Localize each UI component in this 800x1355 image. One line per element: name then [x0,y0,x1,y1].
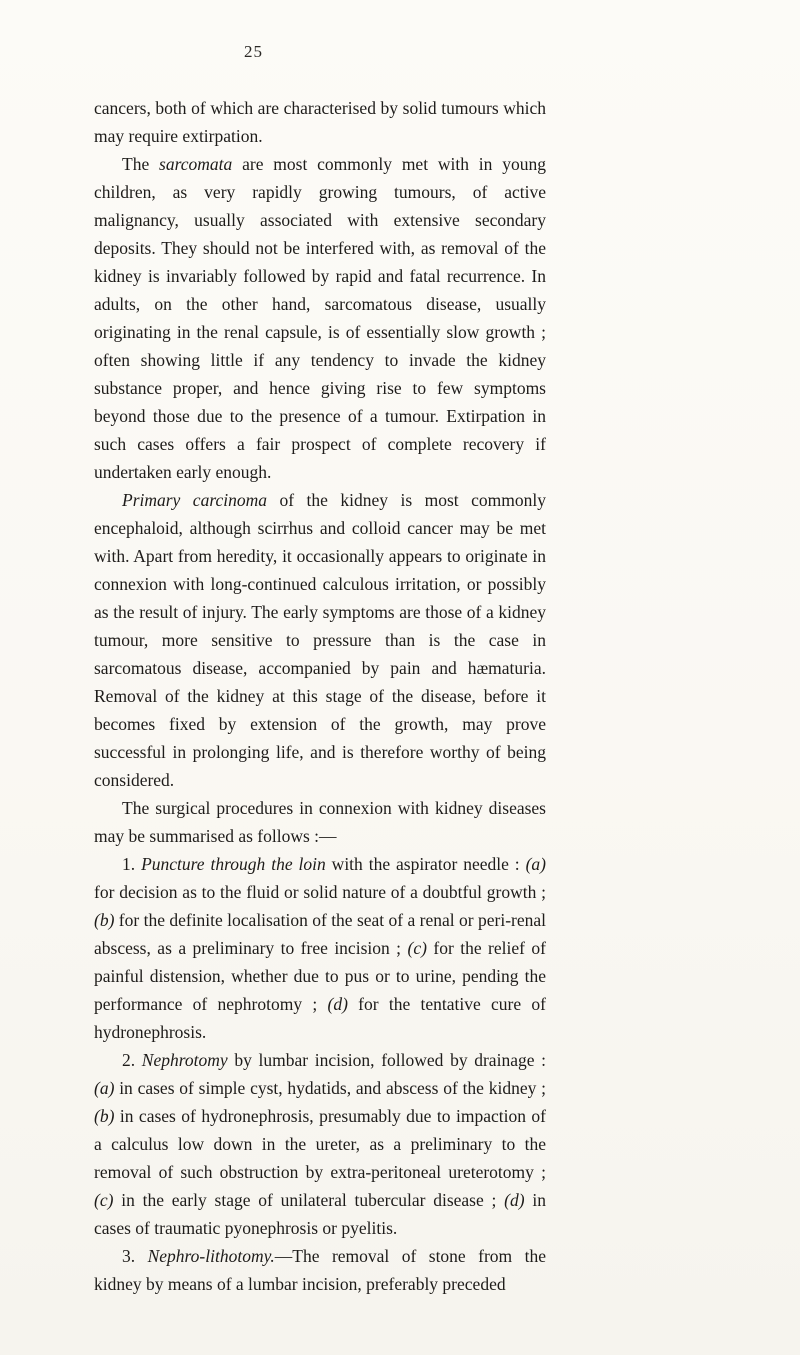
italic-text-run: Nephrotomy [141,1050,228,1070]
text-run: in cases of traumatic pyonephrosis or pyelitis. [94,1190,546,1238]
paragraph [94,1242,546,1298]
text-run: in the early stage of unilateral tubercular disease ; [113,1190,505,1210]
italic-text-run: (d) [504,1190,525,1210]
italic-text-run: (a) [94,1078,115,1098]
paragraph [94,150,546,486]
italic-text-run: (a) [525,854,547,874]
italic-text-run: sarcomata [159,154,233,174]
italic-text-run: (b) [94,1106,115,1126]
italic-text-run: Puncture through the loin [141,854,326,874]
text-run: of the kidney is most commonly encephaloid, although scirrhus and colloid cancer may be met with. Apart from heredity, it occasionally appears to originate in connexion with long-continued calculous irritation, or possibly as the result of injury. The early symptoms are those of a kidney tumour, more sensitive to pressure than is the case in sarcomatous disease, accompanied by pain and hæmaturia. Removal of the kidney at this stage of the disease, before it becomes fixed by extension of the growth, may prove successful in prolonging life, and is therefore worthy of being considered. [94,490,546,790]
text-run: 2. [122,1050,142,1070]
text-run: for the tentative cure of hydronephrosis. [94,994,546,1042]
italic-text-run: (c) [94,1190,114,1210]
text-run: —The removal of stone from the kidney by means of a lumbar incision, preferably preceded [94,1246,546,1294]
paragraph [94,486,546,794]
italic-text-run: (c) [407,938,427,958]
text-run: in cases of hydronephrosis, presumably due to impaction of a calculus low down in the ureter, as a preliminary to the removal of such obstruction by extra-peritoneal ureterotomy ; [94,1106,546,1182]
text-run: for the definite localisation of the seat of a renal or peri-renal abscess, as a preliminary to free incision ; [94,910,546,958]
text-run: in cases of simple cyst, hydatids, and abscess of the kidney ; [114,1078,546,1098]
text-run: cancers, both of which are characterised by solid tumours which may require extirpation. [94,98,546,146]
paragraph [94,794,546,850]
text-run: are most commonly met with in young children, as very rapidly growing tumours, of active malignancy, usually associated with extensive secondary deposits. They should not be interfered with, as removal of the kidney is invariably followed by rapid and fatal recurrence. In adults, on the other hand, sarcomatous disease, usually originating in the renal capsule, is of essentially slow growth ; often showing little if any tendency to invade the kidney substance proper, and hence giving rise to few symptoms beyond those due to the presence of a tumour. Extirpation in such cases offers a fair prospect of complete recovery if undertaken early enough. [94,154,546,482]
italic-text-run: (d) [327,994,348,1014]
page-number: 25 [244,42,263,61]
text-run: 1. [122,854,142,874]
text-run: The [122,154,160,174]
text-run: 3. [122,1246,148,1266]
text-run: by lumbar incision, followed by drainage : [227,1050,547,1070]
paragraph [94,850,546,1046]
paragraph [94,1046,546,1242]
paragraph [94,94,546,150]
italic-text-run: Nephro-lithotomy. [147,1246,275,1266]
text-run: with the aspirator needle : [325,854,526,874]
text-run: for the relief of painful distension, whether due to pus or to urine, pending the performance of nephrotomy ; [94,938,547,1014]
italic-text-run: Primary carcinoma [122,490,267,510]
text-run: The surgical procedures in connexion with kidney diseases may be summarised as follows :— [94,798,546,846]
page-text [94,94,546,1298]
text-run: for decision as to the fluid or solid nature of a doubtful growth ; [94,882,546,902]
italic-text-run: (b) [94,910,115,930]
